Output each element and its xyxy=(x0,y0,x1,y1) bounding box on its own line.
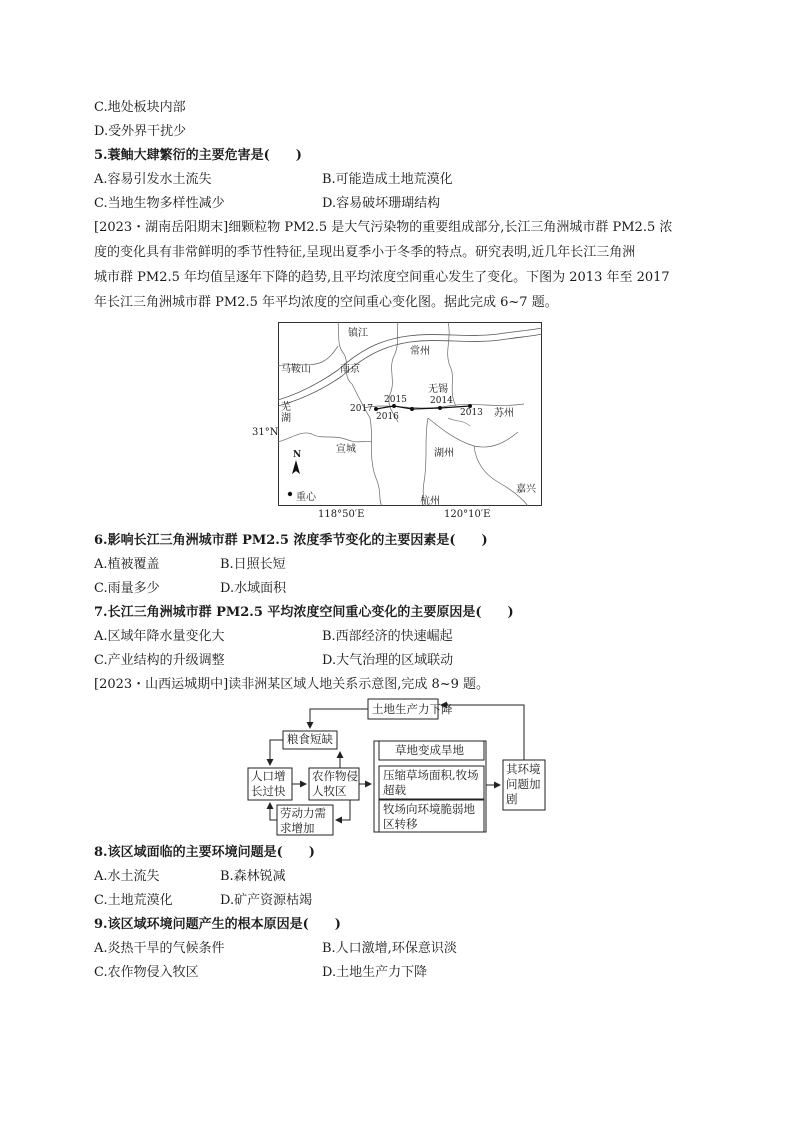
city-wuxi: 无锡 xyxy=(428,384,448,395)
year-2016: 2016 xyxy=(376,412,399,422)
city-xuancheng: 宣城 xyxy=(336,444,356,455)
year-2014: 2014 xyxy=(430,396,453,406)
q7-option-b: B.西部经济的快速崛起 xyxy=(322,629,453,644)
q8-option-d: D.矿产资源枯竭 xyxy=(220,893,313,908)
north-arrow-label: N xyxy=(293,450,302,460)
q8-option-c: C.土地荒漠化 xyxy=(94,893,173,908)
q9-stem-text: 9.该区域环境问题产生的根本原因是( ) xyxy=(94,917,341,932)
q9-option-c: C.农作物侵入牧区 xyxy=(94,965,199,980)
city-huzhou: 湖州 xyxy=(434,448,454,459)
flow-box-grassland: 草地变成旱地 xyxy=(395,743,464,757)
q7-option-a: A.区域年降水量变化大 xyxy=(94,629,225,644)
q5-option-b: B.可能造成土地荒漠化 xyxy=(322,172,453,187)
q9-option-b: B.人口激增,环保意识淡 xyxy=(322,941,457,956)
q5-stem-text: 5.蓑鲉大肆繁衍的主要危害是( ) xyxy=(94,148,302,163)
longitude-right-label: 120°10′E xyxy=(444,509,491,520)
flow-box-population: 人口增长过快 xyxy=(251,769,286,798)
flow-box-crop: 农作物侵人牧区 xyxy=(312,769,358,798)
latitude-label: 31°N xyxy=(252,427,279,438)
q5-option-c: C.当地生物多样性减少 xyxy=(94,196,225,211)
passage1-line4: 年长江三角洲城市群 PM2.5 年平均浓度的空间重心变化图。据此完成 6~7 题。 xyxy=(94,295,558,310)
q6-option-b: B.日照长短 xyxy=(220,557,286,572)
q8-stem xyxy=(94,845,315,861)
flow-box-environment: 其环境问题加剧 xyxy=(506,762,541,806)
city-zhenjiang: 镇江 xyxy=(348,328,368,339)
q6-stem xyxy=(94,533,488,549)
q6-option-c: C.雨量多少 xyxy=(94,581,160,596)
q9-stem xyxy=(94,917,341,933)
q5-option-a: A.容易引发水土流失 xyxy=(94,172,212,187)
q9-option-d: D.土地生产力下降 xyxy=(322,965,428,980)
q7-option-c: C.产业结构的升级调整 xyxy=(94,653,225,668)
year-2015: 2015 xyxy=(384,395,407,405)
longitude-left-label: 118°50′E xyxy=(318,509,365,520)
pm25-centroid-map xyxy=(278,322,542,506)
city-maanshan: 马鞍山 xyxy=(281,364,311,375)
q6-option-d: D.水域面积 xyxy=(220,581,287,596)
passage1-line2: 度的变化具有非常鲜明的季节性特征,呈现出夏季小于冬季的特点。研究表明,近几年长江三角洲 xyxy=(94,245,636,260)
q7-stem xyxy=(94,605,514,621)
q7-option-d: D.大气治理的区域联动 xyxy=(322,653,454,668)
flow-box-top: 土地生产力下降 xyxy=(372,702,453,716)
q4-option-d: D.受外界干扰少 xyxy=(94,124,187,139)
city-wuhu: 芜湖 xyxy=(281,402,291,424)
q5-stem xyxy=(94,148,302,164)
legend-centroid: 重心 xyxy=(296,492,316,503)
flow-box-move: 牧场向环境脆弱地区转移 xyxy=(383,802,475,831)
year-2013: 2013 xyxy=(460,408,483,418)
q6-option-a: A.植被覆盖 xyxy=(94,557,160,572)
q6-stem-text: 6.影响长江三角洲城市群 PM2.5 浓度季节变化的主要因素是( ) xyxy=(94,533,488,548)
city-suzhou: 苏州 xyxy=(494,408,514,419)
q5-option-d: D.容易破坏珊瑚结构 xyxy=(322,196,441,211)
passage1-line3: 城市群 PM2.5 年均值呈逐年下降的趋势,且平均浓度空间重心发生了变化。下图为 2013 年至 2017 xyxy=(94,270,670,285)
flow-box-compress: 压缩草场面积,牧场超载 xyxy=(383,768,479,797)
q8-option-b: B.森林锐减 xyxy=(220,869,286,884)
year-2017: 2017 xyxy=(350,404,373,414)
q8-stem-text: 8.该区域面临的主要环境问题是( ) xyxy=(94,845,315,860)
city-changzhou: 常州 xyxy=(410,346,430,357)
passage1-line1: [2023・湖南岳阳期末]细颗粒物 PM2.5 是大气污染物的重要组成部分,长江三角洲城市群 PM2.5 浓 xyxy=(94,220,673,235)
city-nanjing: 南京 xyxy=(340,364,360,375)
flow-box-labor: 劳动力需求增加 xyxy=(280,806,326,835)
q8-option-a: A.水土流失 xyxy=(94,869,160,884)
q4-option-c: C.地处板块内部 xyxy=(94,100,186,115)
passage2: [2023・山西运城期中]读非洲某区域人地关系示意图,完成 8~9 题。 xyxy=(94,677,490,692)
q7-stem-text: 7.长江三角洲城市群 PM2.5 平均浓度空间重心变化的主要原因是( ) xyxy=(94,605,514,620)
flow-box-grain: 粮食短缺 xyxy=(287,732,333,746)
city-hangzhou: 杭州 xyxy=(420,496,440,507)
q9-option-a: A.炎热干旱的气候条件 xyxy=(94,941,225,956)
city-jiaxing: 嘉兴 xyxy=(516,484,536,495)
